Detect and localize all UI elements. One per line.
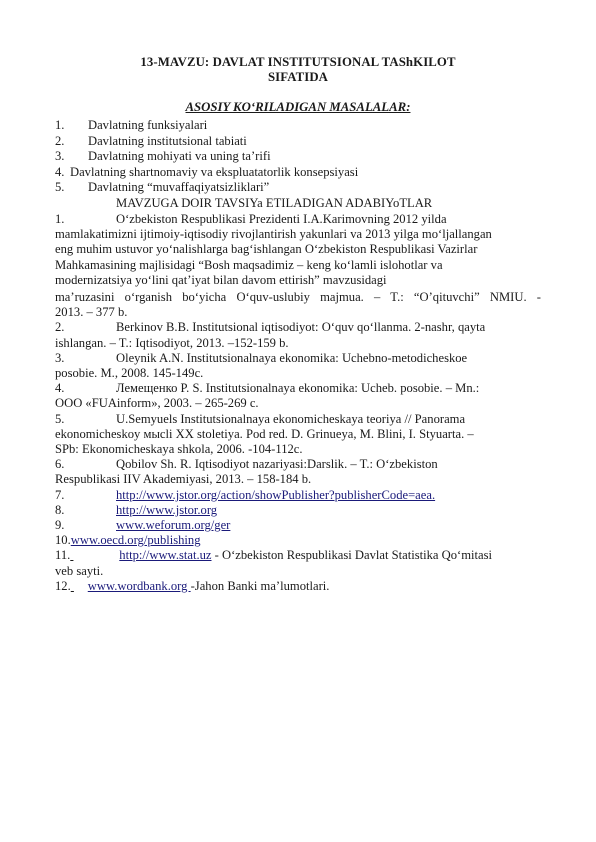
main-issues-list [55, 118, 555, 196]
reference-text: Mahkamasining majlisidagi “Bosh maqsadimiz – keng ko‘lamli islohotlar va [55, 257, 443, 272]
reference-number: 5. [55, 411, 65, 426]
reference-text: ishlangan. – T.: Iqtisodiyot, 2013. –152-159 b. [55, 335, 289, 350]
reference-text: O‘zbekiston Respublikasi Prezidenti I.A.Karimovning 2012 yilda [116, 212, 447, 226]
reference-text: U.Semyuels Institutsionalnaya ekonomicheskaya teoriya // Panorama [116, 411, 466, 426]
list-item-text: Davlatning institutsional tabiati [88, 133, 247, 148]
reference-number: 12. [55, 578, 71, 593]
reference-number: 7. [55, 487, 65, 502]
reference-item [55, 518, 541, 533]
reference-text: Respublikasi IIV Akademiyasi, 2013. – 158-184 b. [55, 472, 312, 487]
reference-text: -Jahon Banki ma’lumotlari. [190, 578, 330, 593]
topic-title-continued: SIFATIDA [267, 70, 329, 84]
reference-number: 11. [55, 548, 71, 563]
reference-text: - O‘zbekiston Respublikasi Davlat Statistika Qo‘mitasi [211, 548, 493, 563]
reference-link[interactable]: www.weforum.org/ger [116, 518, 231, 533]
list-item-number: 3. [55, 149, 65, 164]
reference-item [55, 320, 541, 350]
reference-text: 2013. – 377 b. [55, 305, 128, 320]
reference-item [55, 579, 541, 594]
reference-link[interactable]: www.oecd.org/publishing [70, 533, 201, 548]
reference-link[interactable]: http://www.jstor.org [116, 502, 218, 517]
reference-item [55, 381, 541, 411]
reference-text: Лемещенко P. S. Institutsionalnaya ekonomika: Ucheb. posobie. – Mn.: [116, 381, 480, 396]
list-item-number: 2. [55, 133, 65, 148]
references-heading: MAVZUGA DOIR TAVSIYa ETILADIGAN ADABIYoTLAR [116, 196, 433, 210]
reference-text: veb sayti. [55, 563, 104, 578]
list-item-text: Davlatning funksiyalari [88, 118, 208, 132]
topic-title: 13-MAVZU: DAVLAT INSTITUTSIONAL TAShKILOT [140, 55, 456, 69]
reference-item [55, 412, 541, 458]
reference-item [55, 212, 541, 320]
list-item-number: 4. [55, 164, 65, 179]
list-item-text: Davlatning “muvaffaqiyatsizliklari” [88, 180, 270, 195]
reference-text: Berkinov B.B. Institutsional iqtisodiyot: O‘quv qo‘llanma. 2-nashr, qayta [116, 320, 486, 335]
list-item-number: 1. [55, 118, 65, 132]
reference-link[interactable]: http://www.jstor.org/action/showPublisher?publisherCode=aea. [116, 487, 436, 502]
reference-text: ekonomicheskoy мысli XX stoletiya. Pod red. D. Grinueya, M. Blini, I. Styuarta. – [55, 426, 474, 441]
references-list [55, 212, 541, 594]
reference-text: SPb: Ekonomicheskaya shkola, 2006. -104-112c. [55, 442, 303, 457]
reference-link[interactable]: http://www.stat.uz [119, 548, 212, 563]
reference-number: 1. [55, 212, 65, 226]
list-item-number: 5. [55, 180, 65, 195]
underline-gap [70, 548, 119, 563]
reference-number: 3. [55, 350, 65, 365]
reference-text: ma’ruzasini o‘rganish bo‘yicha O‘quv-uslubiy majmua. – T.: “O’qituvchi” NMIU. - [55, 290, 541, 305]
reference-number: 2. [55, 320, 65, 335]
reference-text: eng muhim ustuvor yo‘nalishlarga bag‘ishlangan O‘zbekiston Respublikasi Vazirlar [55, 242, 478, 257]
reference-text: modernizatsiya yo‘lini qat’iyat bilan davom ettirish” mavzusidagi [55, 272, 387, 287]
list-item [55, 180, 555, 196]
reference-item [55, 548, 541, 578]
reference-item [55, 457, 541, 487]
main-issues-heading: ASOSIY KO‘RILADIGAN MASALALAR: [185, 100, 411, 114]
reference-number: 10. [55, 533, 71, 548]
reference-item [55, 488, 541, 503]
list-item [55, 165, 555, 181]
reference-link[interactable]: www.wordbank.org [87, 578, 191, 593]
list-item [55, 134, 555, 150]
list-item [55, 149, 555, 165]
reference-text: mamlakatimizni ijtimoiy-iqtisodiy rivojlantirish yakunlari va 2013 yilga mo‘ljallangan [55, 227, 492, 242]
reference-number: 9. [55, 518, 65, 533]
reference-number: 8. [55, 502, 65, 517]
reference-text: Oleynik A.N. Institutsionalnaya ekonomika: Uchebno-metodicheskoe [116, 350, 468, 365]
underline-gap [71, 579, 88, 594]
reference-text: posobie. M., 2008. 145-149c. [55, 366, 204, 381]
reference-item [55, 533, 541, 548]
reference-item [55, 503, 541, 518]
reference-item [55, 351, 541, 381]
reference-text: OOO «FUAinform», 2003. – 265-269 c. [55, 396, 259, 411]
reference-number: 6. [55, 457, 65, 472]
list-item-text: Davlatning mohiyati va uning ta’rifi [88, 149, 271, 164]
list-item-text: Davlatning shartnomaviy va ekspluatatorlik konsepsiyasi [70, 164, 359, 179]
list-item [55, 118, 555, 134]
reference-text: Qobilov Sh. R. Iqtisodiyot nazariyasi:Darslik. – T.: O‘zbekiston [116, 457, 438, 472]
reference-number: 4. [55, 381, 65, 396]
